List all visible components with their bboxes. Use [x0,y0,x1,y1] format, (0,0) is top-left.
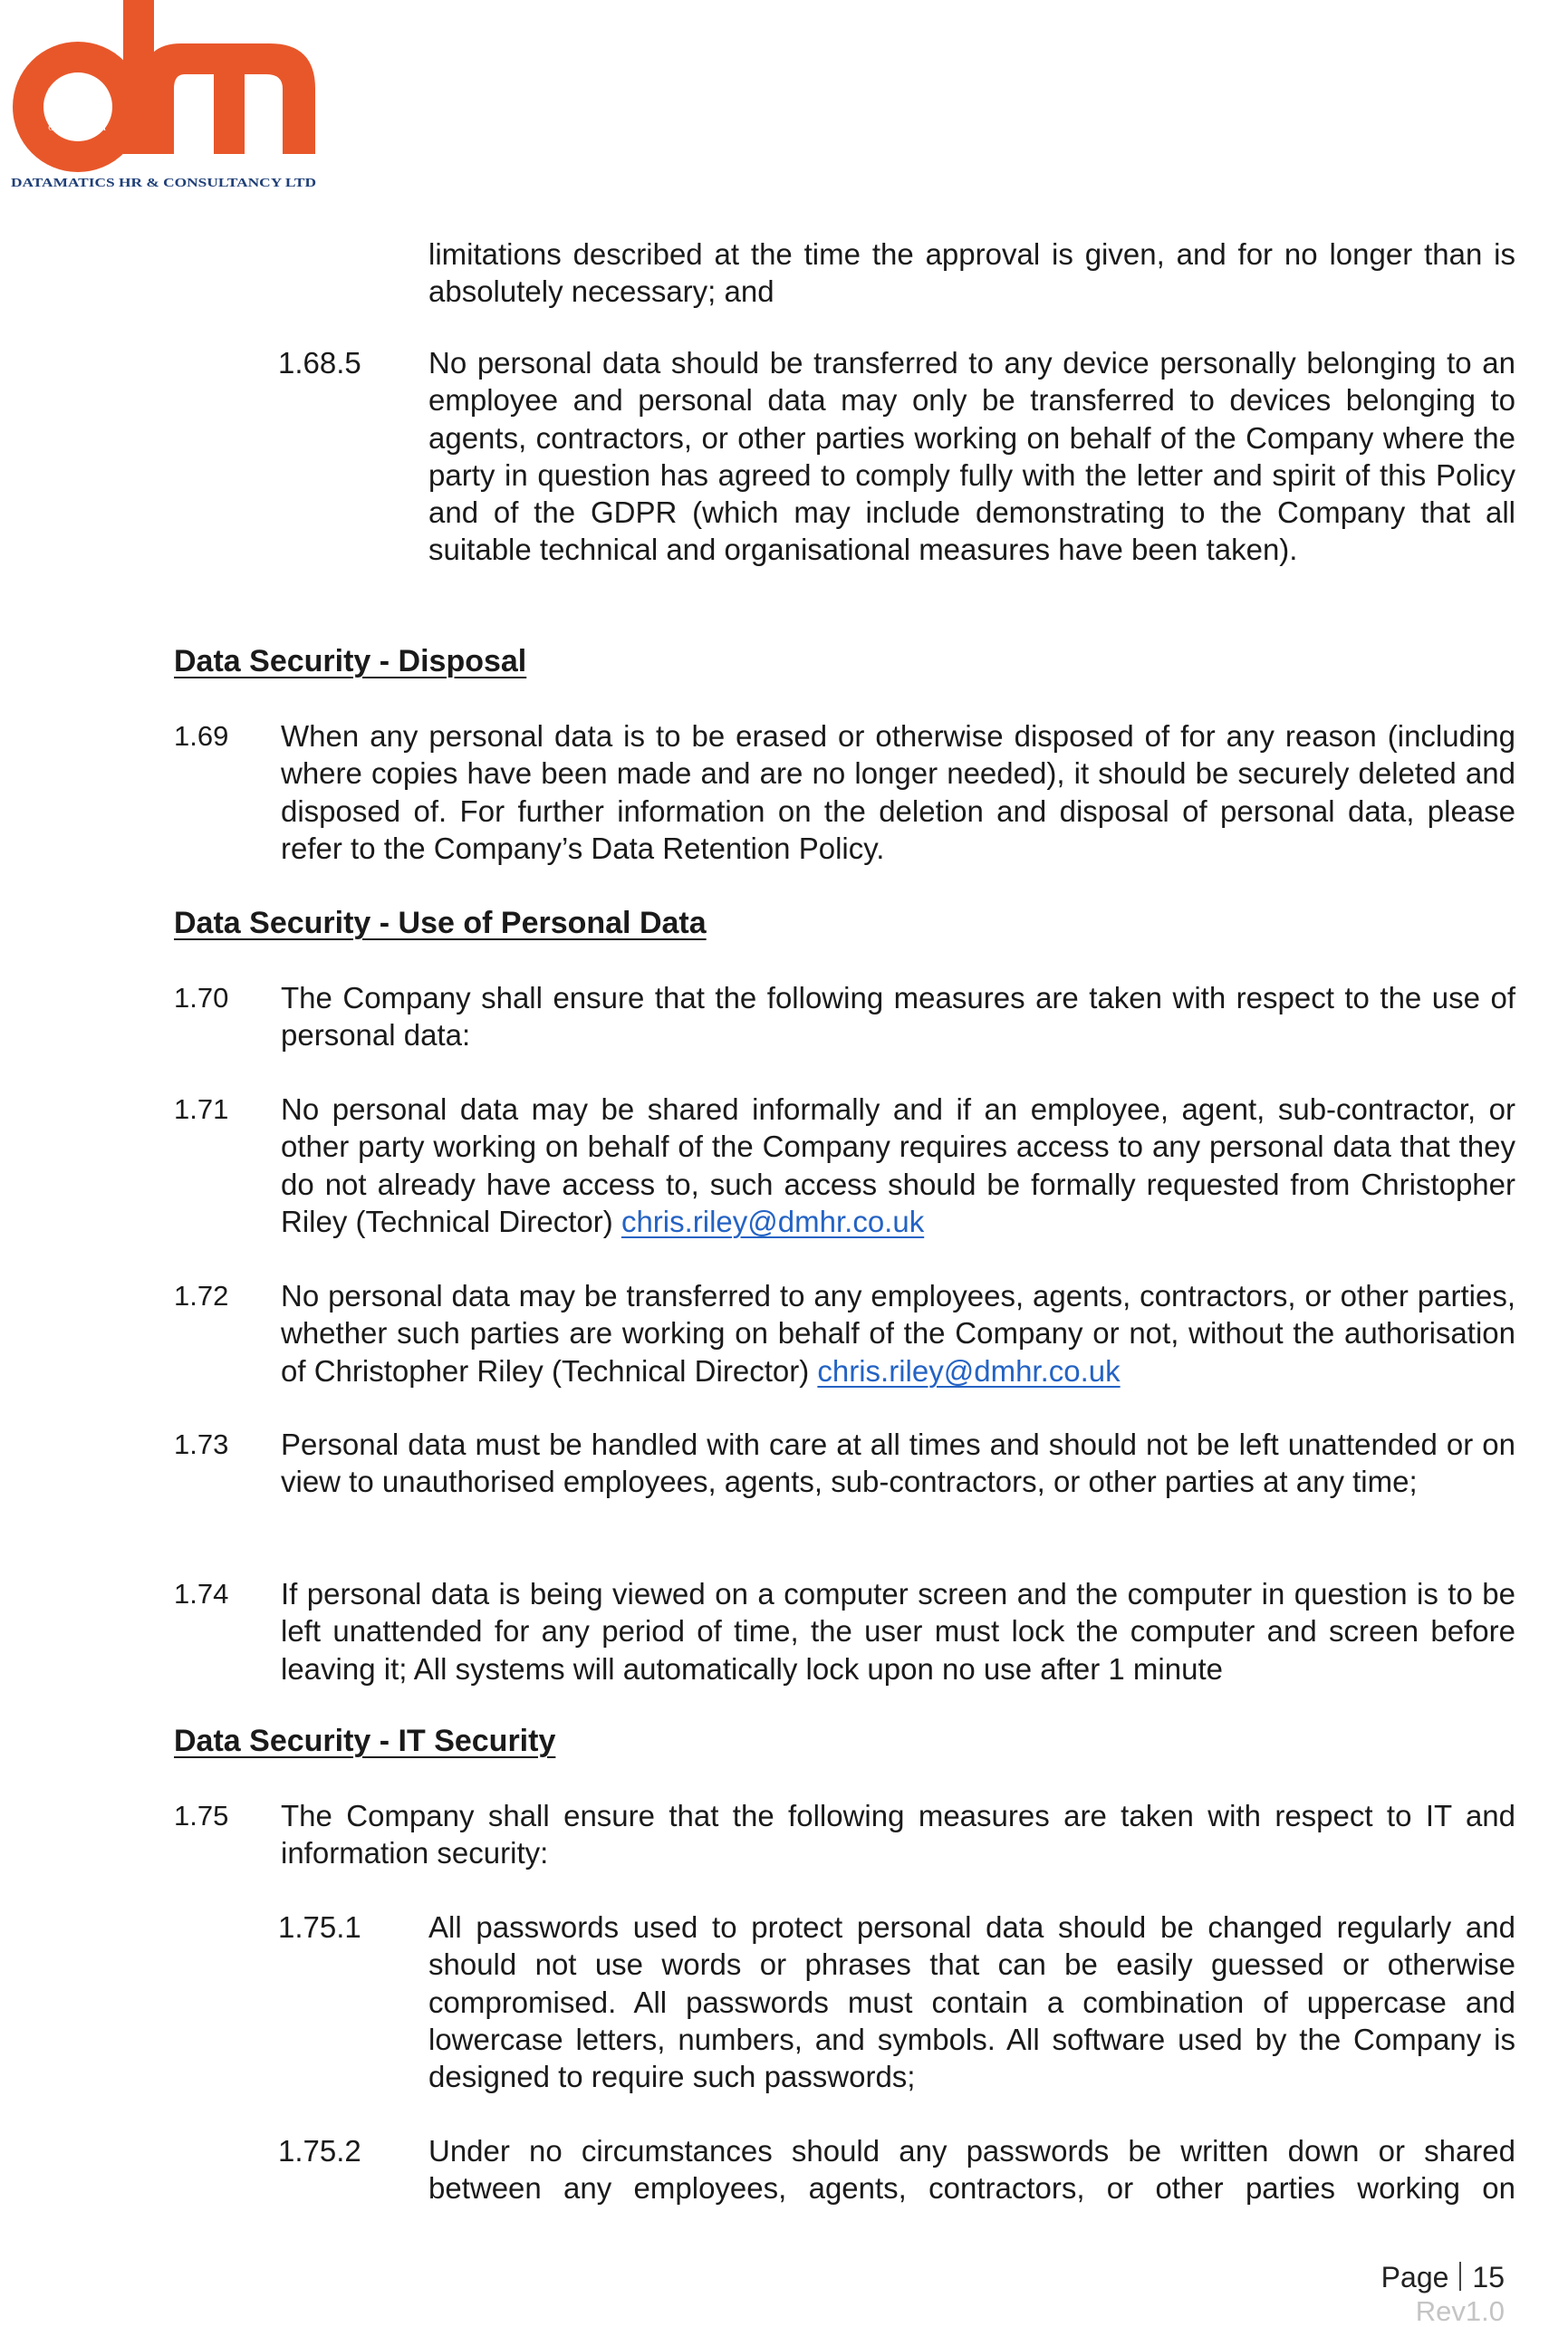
email-link[interactable]: chris.riley@dmhr.co.uk [817,1353,1121,1388]
paragraph-1-68-4-continuation: limitations described at the time the approval is given, and for no longer than is absolutely necessary; and [428,237,1515,309]
section-heading-disposal: Data Security - Disposal [174,644,527,678]
clause-1-70-text: The Company shall ensure that the following measures are taken with respect to the use of personal data: [281,981,1515,1053]
logo-badge-text: HR [48,79,108,123]
clause-number: 1.71 [174,1093,229,1125]
clause-number: 1.75 [174,1800,229,1832]
clause-number: 1.70 [174,982,229,1014]
clause-1-71-body: No personal data may be shared informally and if an employee, agent, sub-contractor, or other party working on behalf of the Company requires access to any personal data that they do not already have access to, such access should be formally requested from Christopher Riley (Technical Director) [281,1092,1515,1238]
clause-1-74-text: If personal data is being viewed on a computer screen and the computer in question is to be left unattended for any period of time, the user must lock the computer and screen before leaving it; All systems will automatically lock upon no use after 1 minute [281,1577,1515,1686]
clause-1-69-text: When any personal data is to be erased or otherwise disposed of for any reason (including where copies have been made and are no longer needed), it should be securely deleted and disposed of. For further information on the deletion and disposal of personal data, please refer to the Company’s Data Retention Policy. [281,719,1515,865]
page-number-value: 15 [1472,2261,1505,2293]
clause-1-75-text: The Company shall ensure that the following measures are taken with respect to IT and information security: [281,1799,1515,1870]
page-label: Page [1380,2261,1449,2293]
clause-1-71-text [281,1091,1515,1240]
company-logo [7,0,320,195]
email-link[interactable]: chris.riley@dmhr.co.uk [620,1204,925,1238]
clause-number: 1.73 [174,1428,229,1460]
page-separator [1459,2262,1461,2291]
section-heading-use-of-personal-data: Data Security - Use of Personal Data [174,906,707,940]
clause-number: 1.72 [174,1280,229,1312]
clause-number: 1.69 [174,720,229,752]
clause-1-75-2-text: Under no circumstances should any passwords be written down or shared between any employees, agents, contractors, or other parties working on [428,2134,1515,2206]
clause-1-72-text [281,1277,1515,1389]
clause-1-73-text: Personal data must be handled with care at all times and should not be left unattended or on view to unauthorised employees, agents, sub-contractors, or other parties at any time; [281,1428,1515,1499]
logo-company-name: DATAMATICS HR & CONSULTANCY LTD [11,177,316,190]
clause-number: 1.74 [174,1578,229,1610]
logo-badge-sub: CONSULTANCY [48,123,108,132]
page-number [1381,2261,1505,2294]
revision-label: Rev1.0 [1415,2295,1505,2327]
clause-1-72-body: No personal data may be transferred to any employees, agents, contractors, or other parties, whether such parties are working on behalf of the Company or not, without the authorisation of Christopher Riley (Technical Director) [281,1279,1515,1388]
clause-1-68-5-text: No personal data should be transferred to any device personally belonging to an employee and personal data may only be transferred to devices belonging to agents, contractors, or other parties working on behalf of the Company where the party in question has agreed to comply fully with the letter and spirit of this Policy and of the GDPR (which may include demonstrating to the Company that all suitable technical and organisational measures have been taken). [428,346,1515,567]
clause-number: 1.68.5 [278,346,361,380]
clause-number: 1.75.1 [278,1910,361,1944]
clause-1-75-1-text: All passwords used to protect personal data should be changed regularly and should not use words or phrases that can be easily guessed or otherwise compromised. All passwords must contain a combination of uppercase and lowercase letters, numbers, and symbols. All software used by the Company is designed to require such passwords; [428,1910,1515,2094]
clause-number: 1.75.2 [278,2134,361,2168]
section-heading-it-security: Data Security - IT Security [174,1724,556,1758]
